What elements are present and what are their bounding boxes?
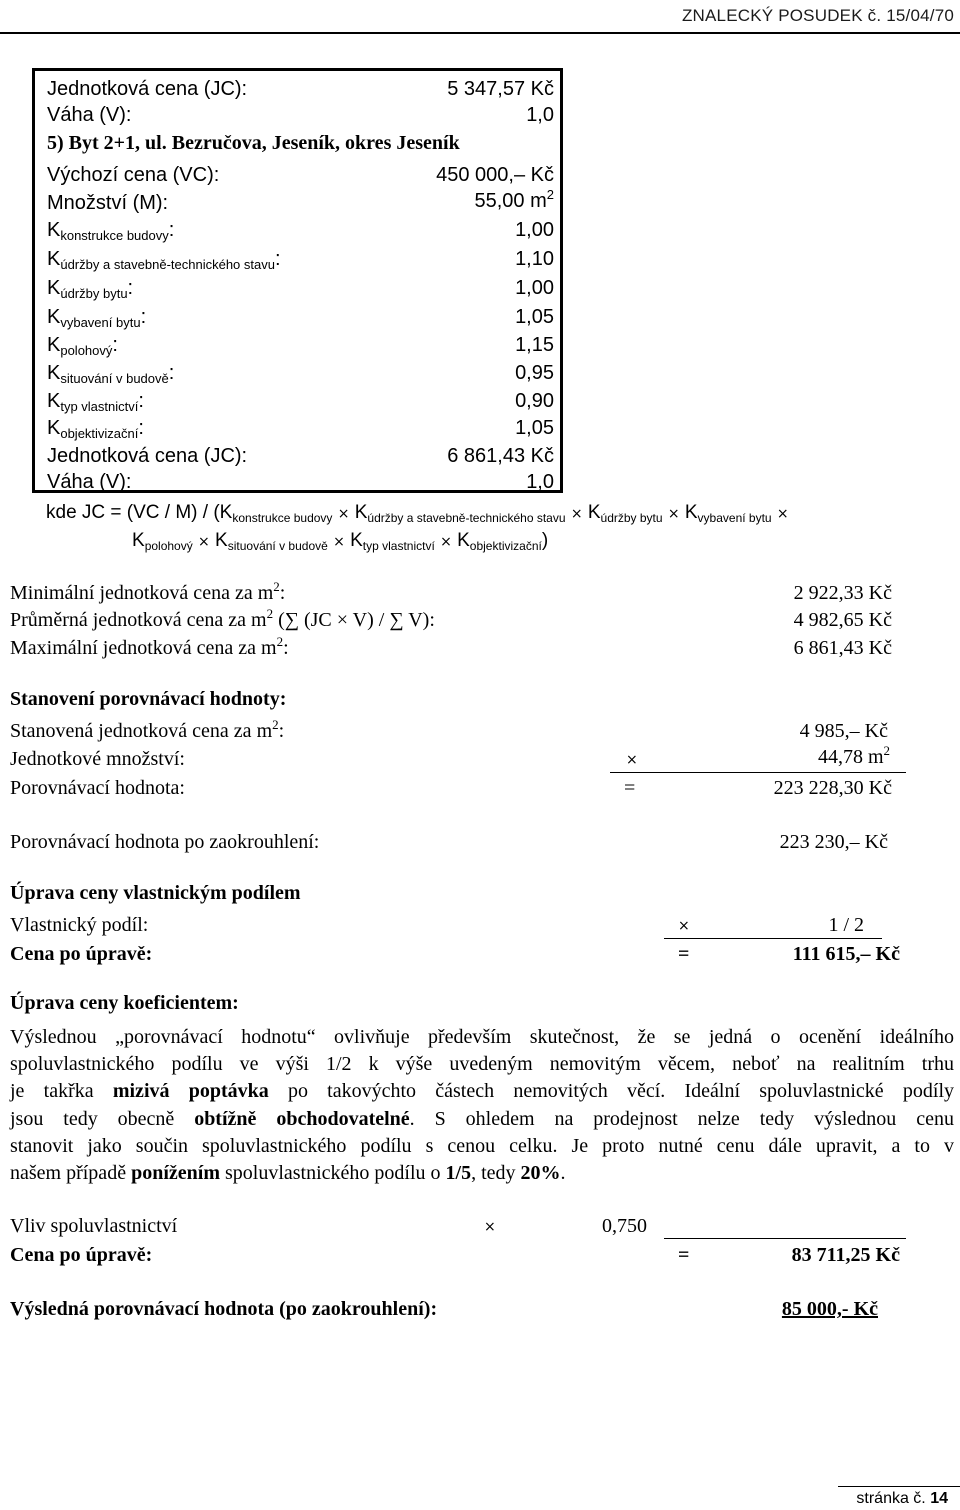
final-adjusted-equals: =: [678, 1244, 690, 1266]
unit-quantity-label: Jednotkové množství:: [10, 748, 185, 770]
unit-quantity-times: ×: [626, 752, 638, 768]
paragraph-line: [10, 1106, 954, 1133]
emphasis-text: 1/5: [445, 1162, 472, 1185]
page-number: stránka č. 14: [856, 1490, 948, 1507]
coef-label-konstrukce: $K_{konstrukce budovy}$:: [47, 219, 175, 243]
ownership-share-label: Vlastnický podíl:: [10, 914, 149, 936]
quantity-underline: [610, 772, 906, 773]
coef-value-polohovy: 1,15: [515, 334, 554, 356]
paragraph-text: je takřka: [10, 1080, 113, 1103]
coef-label-polohovy: $K_{polohový}$:: [47, 334, 118, 358]
emphasis-text: mizivá poptávka: [112, 1080, 269, 1103]
max-unit-price-value: 6 861,43 Kč: [793, 637, 892, 659]
formula-line-2: $K_{polohový} \times K_{situování v budově} \times K_{typ vlastnictví} \times K_{objektivizační}$): [132, 530, 549, 553]
paragraph-text: našem případě: [10, 1162, 132, 1185]
ownership-heading: Úprava ceny vlastnickým podílem: [10, 882, 301, 904]
coef-value-udrzby-bytu: 1,00: [515, 277, 554, 299]
jc-label: Jednotková cena (JC):: [47, 445, 248, 467]
co-ownership-value: 0,750: [602, 1215, 647, 1237]
rounded-value-value: 223 230,– Kč: [779, 831, 888, 853]
coef-label-udrzby-stavu: $K_{údržby a stavebně-technického stavu}$:: [47, 248, 281, 272]
paragraph-line: [10, 1024, 954, 1051]
paragraph-text: po takovýchto částech nemovitých věcí. Ideální spoluvlastnické podíly: [268, 1080, 955, 1103]
result-value-label: Výsledná porovnávací hodnota (po zaokrouhlení):: [10, 1298, 438, 1320]
jc-value: 6 861,43 Kč: [447, 445, 554, 467]
paragraph-text: stanovit jako součin spoluvlastnického podílu s cenou celku. Je proto nutné cenu dále upravit, a to v: [10, 1134, 954, 1157]
paragraph-text: spoluvlastnického podílu o: [219, 1162, 446, 1185]
paragraph-text: .: [560, 1162, 566, 1185]
adjusted-price-label: Cena po úpravě:: [10, 943, 153, 965]
coef-value-konstrukce: 1,00: [515, 219, 554, 241]
paragraph-line: [10, 1160, 954, 1187]
coef-label-situovani: $K_{situování v budově}$:: [47, 362, 175, 386]
property-title: 5) Byt 2+1, ul. Bezručova, Jeseník, okres Jeseník: [47, 132, 460, 154]
coef-value-udrzby-stavu: 1,10: [515, 248, 554, 270]
coef-label-vybaveni: $K_{vybavení bytu}$:: [47, 306, 147, 330]
paragraph-line: [10, 1078, 954, 1105]
paragraph-line: [10, 1133, 954, 1160]
prev-jc-label: Jednotková cena (JC):: [47, 78, 248, 100]
vc-label: Výchozí cena (VC):: [47, 164, 220, 186]
comparative-value-equals: =: [624, 777, 636, 799]
coefficient-heading: Úprava ceny koeficientem:: [10, 992, 239, 1014]
max-unit-price-label: Maximální jednotková cena za $m^2$:: [10, 634, 289, 659]
m-label: Množství (M):: [47, 192, 169, 214]
paragraph-text: . S ohledem na prodejnost nelze tedy výslednou cenu: [409, 1107, 954, 1130]
avg-unit-price-value: 4 982,65 Kč: [793, 609, 892, 631]
emphasis-text: ponížením: [131, 1162, 220, 1185]
coef-label-typ-vlastnictvi: $K_{typ vlastnictví}$:: [47, 390, 144, 414]
final-adjusted-label: Cena po úpravě:: [10, 1244, 153, 1266]
determination-heading: Stanovení porovnávací hodnoty:: [10, 688, 287, 710]
prev-jc-value: 5 347,57 Kč: [447, 78, 554, 100]
header-rule: [0, 32, 960, 34]
adjusted-price-equals: =: [678, 943, 690, 965]
result-value-value: 85 000,- Kč: [781, 1298, 878, 1320]
coef-label-objektivizacni: $K_{objektivizační}$:: [47, 417, 144, 441]
share-underline: [664, 938, 882, 939]
comparative-value-value: 223 228,30 Kč: [773, 777, 892, 799]
coef-value-typ-vlastnictvi: 0,90: [515, 390, 554, 412]
coef-label-udrzby-bytu: $K_{údržby bytu}$:: [47, 277, 134, 301]
vc-value: 450 000,– Kč: [436, 164, 554, 186]
final-adjusted-value: 83 711,25 Kč: [791, 1244, 900, 1266]
v-value: 1,0: [526, 471, 554, 493]
coef-value-situovani: 0,95: [515, 362, 554, 384]
emphasis-text: obtížně obchodovatelné: [194, 1107, 410, 1130]
prev-v-value: 1,0: [526, 104, 554, 126]
min-unit-price-value: 2 922,33 Kč: [793, 582, 892, 604]
avg-unit-price-label: Průměrná jednotková cena za $m^2$ (∑ (JC × V) / ∑ V):: [10, 606, 435, 631]
ownership-share-times: ×: [678, 918, 690, 934]
coef-value-vybaveni: 1,05: [515, 306, 554, 328]
set-unit-price-label: Stanovená jednotková cena za $m^2$:: [10, 717, 285, 742]
footer-rule: [838, 1486, 960, 1487]
m-value: 55,00 $m^2$: [474, 187, 554, 212]
v-label: Váha (V):: [47, 471, 132, 493]
set-unit-price-value: 4 985,– Kč: [799, 720, 888, 742]
co-ownership-label: Vliv spoluvlastnictví: [10, 1215, 178, 1237]
coefficient-paragraph: [10, 1024, 954, 1187]
paragraph-text: jsou tedy obecně: [10, 1107, 195, 1130]
paragraph-line: [10, 1051, 954, 1078]
coef-value-objektivizacni: 1,05: [515, 417, 554, 439]
ownership-share-value: 1 / 2: [828, 914, 864, 936]
min-unit-price-label: Minimální jednotková cena za $m^2$:: [10, 579, 286, 604]
formula-line-1: kde JC = $(VC / M) / (K_{konstrukce budovy} \times K_{údržby a stavebně-technického stavu} \times K_{údržby bytu} \times K_{vybavení bytu}$ ×: [46, 502, 789, 525]
document-header: ZNALECKÝ POSUDEK č. 15/04/70: [681, 6, 954, 25]
comparative-value-label: Porovnávací hodnota:: [10, 777, 185, 799]
unit-quantity-value: 44,78 $m^2$: [817, 743, 890, 768]
paragraph-text: Výslednou „porovnávací hodnotu“ ovlivňuje především skutečnost, že se jedná o ocenění ideálního: [10, 1026, 954, 1048]
rounded-value-label: Porovnávací hodnota po zaokrouhlení:: [10, 831, 320, 853]
property-table-box: [32, 68, 563, 493]
prev-v-label: Váha (V):: [47, 104, 132, 126]
paragraph-text: , tedy: [471, 1162, 521, 1185]
paragraph-text: spoluvlastnického podílu ve výši 1/2 k výše uvedeným nemovitým věcem, neboť na realitním trhu: [10, 1053, 954, 1076]
co-ownership-times: ×: [484, 1219, 496, 1235]
co-ownership-underline: [664, 1238, 906, 1239]
adjusted-price-value: 111 615,– Kč: [792, 943, 900, 965]
emphasis-text: 20%: [520, 1162, 561, 1185]
